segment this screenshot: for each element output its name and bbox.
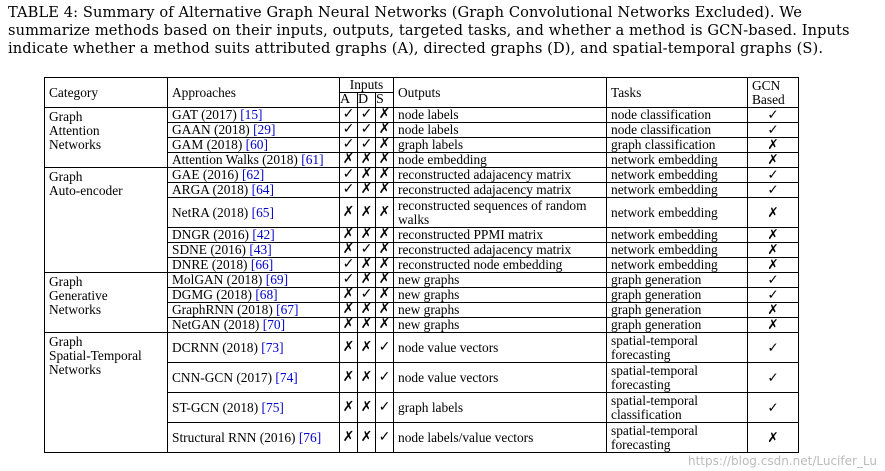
citation-link[interactable]: [42]	[252, 227, 275, 242]
input-s-mark: ✓	[376, 363, 394, 393]
input-a-mark: ✓	[340, 258, 358, 273]
task-cell: network embedding	[607, 228, 748, 243]
output-cell: reconstructed adajacency matrix	[394, 183, 607, 198]
task-cell: network embedding	[607, 258, 748, 273]
gcn-based-mark: ✗	[748, 138, 799, 153]
gcn-based-mark: ✓	[748, 288, 799, 303]
input-d-mark: ✗	[358, 318, 376, 333]
category-cell	[45, 273, 168, 333]
input-d-mark: ✗	[358, 258, 376, 273]
approach-name: Structural RNN (2016)	[172, 429, 296, 445]
gcn-based-mark: ✓	[748, 123, 799, 138]
task-cell: spatial-temporal forecasting	[607, 423, 748, 453]
task-cell: node classification	[607, 123, 748, 138]
output-cell: new graphs	[394, 303, 607, 318]
approach-cell	[168, 153, 340, 168]
input-d-mark: ✗	[358, 273, 376, 288]
task-cell: network embedding	[607, 183, 748, 198]
task-cell: graph generation	[607, 288, 748, 303]
approach-cell	[168, 363, 340, 393]
gcn-based-mark: ✓	[748, 168, 799, 183]
table-row	[45, 108, 799, 123]
approach-cell	[168, 423, 340, 453]
output-cell: reconstructed sequences of random walks	[394, 198, 607, 228]
input-a-mark: ✗	[340, 318, 358, 333]
input-s-mark: ✗	[376, 123, 394, 138]
category-line: Graph	[49, 169, 83, 184]
gcn-based-mark: ✗	[748, 243, 799, 258]
approach-name: DCRNN (2018)	[172, 339, 258, 355]
citation-link[interactable]: [70]	[262, 317, 286, 332]
input-a-mark: ✗	[340, 303, 358, 318]
task-cell: graph generation	[607, 303, 748, 318]
header-gcn-line1: GCN	[752, 77, 781, 93]
input-s-mark: ✗	[376, 183, 394, 198]
header-outputs: Outputs	[394, 78, 607, 108]
task-cell: spatial-temporal forecasting	[607, 333, 748, 363]
header-tasks: Tasks	[607, 78, 748, 108]
table-caption: TABLE 4: Summary of Alternative Graph Neural Networks (Graph Convolutional Networks Excluded). We summarize methods based on their inputs, outputs, targeted tasks, and whether a method is GCN-based. Inputs indicate whether a method suits attributed graphs (A), directed graphs (D), and spatial-temporal graphs (S).	[8, 4, 850, 57]
input-s-mark: ✗	[376, 303, 394, 318]
approach-cell	[168, 108, 340, 123]
approach-name: CNN-GCN (2017)	[172, 369, 273, 385]
gcn-based-mark: ✗	[748, 228, 799, 243]
input-s-mark: ✗	[376, 153, 394, 168]
citation-link[interactable]: [73]	[261, 339, 284, 355]
task-cell: network embedding	[607, 243, 748, 258]
category-line: Auto-encoder	[49, 183, 123, 198]
citation-link[interactable]: [15]	[240, 107, 263, 122]
approach-cell	[168, 138, 340, 153]
approach-name: GAT (2017)	[172, 107, 237, 122]
approach-name: ARGA (2018)	[172, 182, 249, 197]
approach-name: NetRA (2018)	[172, 204, 249, 220]
input-a-mark: ✗	[340, 228, 358, 243]
output-cell: node embedding	[394, 153, 607, 168]
header-category: Category	[45, 78, 168, 108]
citation-link[interactable]: [68]	[255, 287, 278, 302]
approach-name: Attention Walks (2018)	[172, 152, 298, 167]
approach-cell	[168, 123, 340, 138]
input-a-mark: ✓	[340, 168, 358, 183]
gcn-based-mark: ✗	[748, 153, 799, 168]
header-input-s: S	[376, 93, 394, 108]
input-a-mark: ✓	[340, 108, 358, 123]
gcn-based-mark: ✓	[748, 393, 799, 423]
input-s-mark: ✗	[376, 258, 394, 273]
input-d-mark: ✗	[358, 423, 376, 453]
approach-cell	[168, 318, 340, 333]
input-d-mark: ✓	[358, 108, 376, 123]
category-cell	[45, 108, 168, 168]
header-gcn-line2: Based	[752, 91, 785, 107]
header-input-a: A	[340, 93, 358, 108]
citation-link[interactable]: [60]	[245, 137, 268, 152]
input-a-mark: ✓	[340, 138, 358, 153]
citation-link[interactable]: [69]	[265, 272, 289, 287]
approach-name: GAE (2016)	[172, 167, 239, 182]
approach-name: SDNE (2016)	[172, 242, 247, 257]
approach-name: NetGAN (2018)	[172, 317, 260, 332]
input-d-mark: ✗	[358, 183, 376, 198]
input-s-mark: ✗	[376, 108, 394, 123]
table-body	[45, 108, 799, 453]
input-d-mark: ✗	[358, 153, 376, 168]
gcn-based-mark: ✗	[748, 258, 799, 273]
gcn-based-mark: ✓	[748, 363, 799, 393]
table-row	[45, 333, 799, 363]
input-d-mark: ✗	[358, 393, 376, 423]
input-d-mark: ✗	[358, 228, 376, 243]
input-a-mark: ✗	[340, 198, 358, 228]
header-row-1	[45, 78, 799, 93]
summary-table	[44, 77, 799, 453]
gcn-based-mark: ✗	[748, 318, 799, 333]
output-cell: new graphs	[394, 318, 607, 333]
header-inputs: Inputs	[340, 78, 394, 93]
output-cell: reconstructed node embedding	[394, 258, 607, 273]
approach-name: ST-GCN (2018)	[172, 399, 259, 415]
input-s-mark: ✗	[376, 198, 394, 228]
approach-name: GAM (2018)	[172, 137, 243, 152]
citation-link[interactable]: [74]	[275, 369, 298, 385]
category-cell	[45, 168, 168, 273]
gcn-based-mark: ✗	[748, 303, 799, 318]
input-s-mark: ✗	[376, 138, 394, 153]
gcn-based-mark: ✓	[748, 333, 799, 363]
input-d-mark: ✓	[358, 138, 376, 153]
input-d-mark: ✓	[358, 243, 376, 258]
input-d-mark: ✗	[358, 303, 376, 318]
task-cell: network embedding	[607, 168, 748, 183]
input-d-mark: ✗	[358, 333, 376, 363]
approach-cell	[168, 168, 340, 183]
header-approaches: Approaches	[168, 78, 340, 108]
approach-cell	[168, 273, 340, 288]
category-line: Spatial-Temporal	[49, 348, 142, 363]
output-cell: reconstructed adajacency matrix	[394, 168, 607, 183]
input-s-mark: ✗	[376, 273, 394, 288]
category-cell	[45, 333, 168, 453]
output-cell: node labels/value vectors	[394, 423, 607, 453]
output-cell: node value vectors	[394, 333, 607, 363]
category-line: Graph	[49, 334, 83, 349]
task-cell: spatial-temporal classification	[607, 393, 748, 423]
category-line: Graph	[49, 109, 83, 124]
input-a-mark: ✗	[340, 288, 358, 303]
approach-cell	[168, 303, 340, 318]
output-cell: node value vectors	[394, 363, 607, 393]
approach-cell	[168, 288, 340, 303]
input-a-mark: ✗	[340, 423, 358, 453]
approach-name: DNRE (2018)	[172, 257, 248, 272]
input-s-mark: ✗	[376, 318, 394, 333]
input-a-mark: ✗	[340, 393, 358, 423]
citation-link[interactable]: [64]	[251, 182, 274, 197]
input-d-mark: ✓	[358, 123, 376, 138]
citation-link[interactable]: [67]	[276, 302, 299, 317]
approach-cell	[168, 258, 340, 273]
input-s-mark: ✓	[376, 423, 394, 453]
task-cell: graph generation	[607, 318, 748, 333]
output-cell: graph labels	[394, 138, 607, 153]
input-d-mark: ✗	[358, 198, 376, 228]
citation-link[interactable]: [65]	[251, 204, 274, 220]
approach-name: GraphRNN (2018)	[172, 302, 273, 317]
input-a-mark: ✓	[340, 273, 358, 288]
task-cell: graph classification	[607, 138, 748, 153]
approach-cell	[168, 393, 340, 423]
table-row	[45, 273, 799, 288]
input-d-mark: ✗	[358, 168, 376, 183]
gcn-based-mark: ✓	[748, 108, 799, 123]
approach-cell	[168, 183, 340, 198]
gcn-based-mark: ✗	[748, 423, 799, 453]
input-a-mark: ✗	[340, 153, 358, 168]
input-s-mark: ✗	[376, 168, 394, 183]
input-d-mark: ✗	[358, 363, 376, 393]
header-input-d: D	[358, 93, 376, 108]
output-cell: new graphs	[394, 288, 607, 303]
input-s-mark: ✗	[376, 228, 394, 243]
gcn-based-mark: ✓	[748, 183, 799, 198]
input-d-mark: ✓	[358, 288, 376, 303]
header-gcn-based	[748, 78, 799, 108]
citation-link[interactable]: [76]	[298, 429, 322, 445]
approach-name: MolGAN (2018)	[172, 272, 263, 287]
approach-cell	[168, 243, 340, 258]
input-s-mark: ✓	[376, 393, 394, 423]
input-s-mark: ✗	[376, 243, 394, 258]
category-line: Networks	[49, 302, 102, 317]
approach-cell	[168, 333, 340, 363]
output-cell: reconstructed adajacency matrix	[394, 243, 607, 258]
category-line: Networks	[49, 362, 102, 377]
category-line: Attention	[49, 123, 100, 138]
category-line: Graph	[49, 274, 83, 289]
approach-cell	[168, 228, 340, 243]
gcn-based-mark: ✓	[748, 273, 799, 288]
citation-link[interactable]: [43]	[249, 242, 272, 257]
task-cell: graph generation	[607, 273, 748, 288]
input-a-mark: ✗	[340, 333, 358, 363]
output-cell: reconstructed PPMI matrix	[394, 228, 607, 243]
citation-link[interactable]: [75]	[261, 399, 284, 415]
input-a-mark: ✗	[340, 363, 358, 393]
input-a-mark: ✗	[340, 243, 358, 258]
output-cell: node labels	[394, 108, 607, 123]
task-cell: network embedding	[607, 153, 748, 168]
output-cell: node labels	[394, 123, 607, 138]
citation-link[interactable]: [62]	[241, 167, 265, 182]
input-a-mark: ✓	[340, 123, 358, 138]
approach-name: DGMG (2018)	[172, 287, 252, 302]
task-cell: network embedding	[607, 198, 748, 228]
citation-link[interactable]: [66]	[250, 257, 274, 272]
input-s-mark: ✓	[376, 333, 394, 363]
task-cell: spatial-temporal forecasting	[607, 363, 748, 393]
input-a-mark: ✓	[340, 183, 358, 198]
output-cell: graph labels	[394, 393, 607, 423]
category-line: Generative	[49, 288, 108, 303]
gcn-based-mark: ✗	[748, 198, 799, 228]
watermark: https://blog.csdn.net/Lucifer_Lu	[688, 454, 877, 468]
approach-name: DNGR (2016)	[172, 227, 249, 242]
citation-link[interactable]: [61]	[301, 152, 324, 167]
output-cell: new graphs	[394, 273, 607, 288]
category-line: Networks	[49, 137, 102, 152]
table-row	[45, 168, 799, 183]
approach-name: GAAN (2018)	[172, 122, 250, 137]
citation-link[interactable]: [29]	[253, 122, 276, 137]
task-cell: node classification	[607, 108, 748, 123]
approach-cell	[168, 198, 340, 228]
input-s-mark: ✗	[376, 288, 394, 303]
